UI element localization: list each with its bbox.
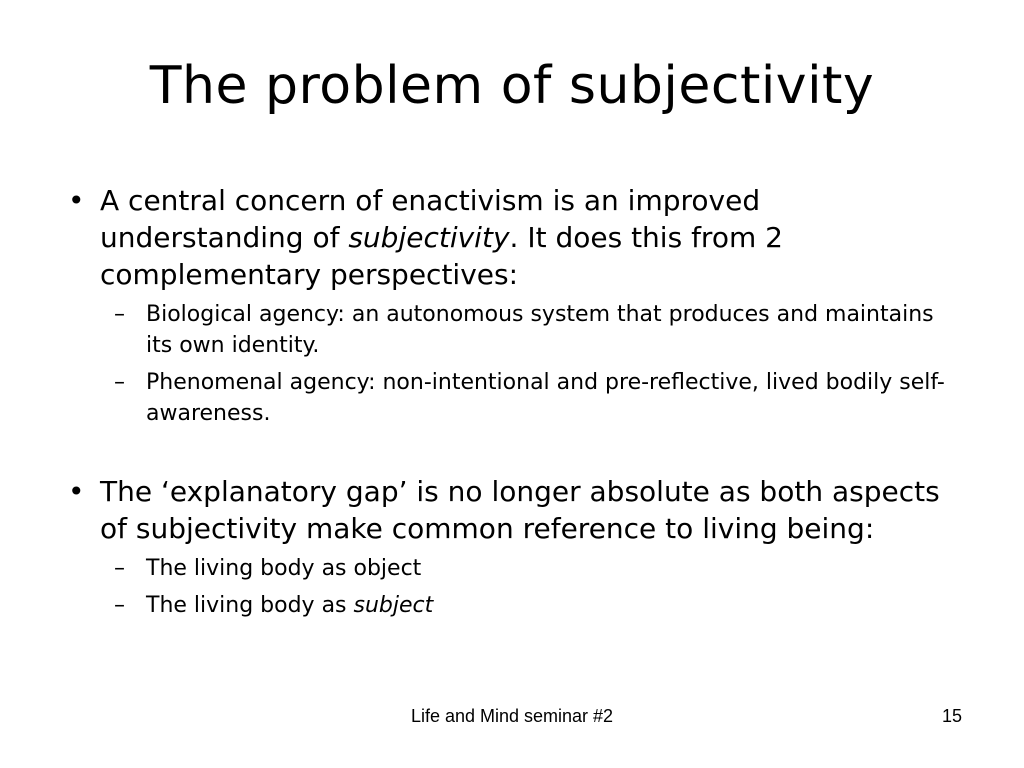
sub-item-text: Phenomenal agency: non-intentional and pre-reflective, lived bodily self-awareness. (146, 370, 945, 426)
sub-item-text: The living body as object (146, 556, 422, 581)
sub-marker: – (114, 302, 125, 327)
emphasis-text: subjectivity (348, 221, 510, 254)
sub-item (60, 590, 960, 621)
spacer (60, 435, 960, 473)
slide-number: 15 (941, 706, 962, 726)
slide-footer: Life and Mind seminar #2 (410, 706, 614, 726)
sub-item (60, 299, 960, 361)
slide-title: The problem of subjectivity (149, 56, 875, 116)
bullet-text: A central concern of enactivism is an improved understanding of subjectivity. It does this from 2 complementary perspectives: (100, 184, 783, 291)
sub-marker: – (114, 370, 125, 395)
sub-item (60, 367, 960, 429)
sub-item-text: The living body as subject (146, 593, 434, 618)
bullet-text: The ‘explanatory gap’ is no longer absolute as both aspects of subjectivity make common reference to living being: (100, 475, 940, 545)
sub-item (60, 553, 960, 584)
sub-marker: – (114, 593, 125, 618)
bullet-marker: • (68, 184, 85, 217)
sub-marker: – (114, 556, 125, 581)
slide-content (60, 182, 960, 627)
bullet-item (60, 182, 960, 293)
sub-item-text: Biological agency: an autonomous system that produces and maintains its own identity. (146, 302, 934, 358)
sub-list (60, 299, 960, 429)
sub-list (60, 553, 960, 621)
bullet-item (60, 473, 960, 547)
emphasis-text: subject (353, 593, 434, 618)
bullet-marker: • (68, 475, 85, 508)
